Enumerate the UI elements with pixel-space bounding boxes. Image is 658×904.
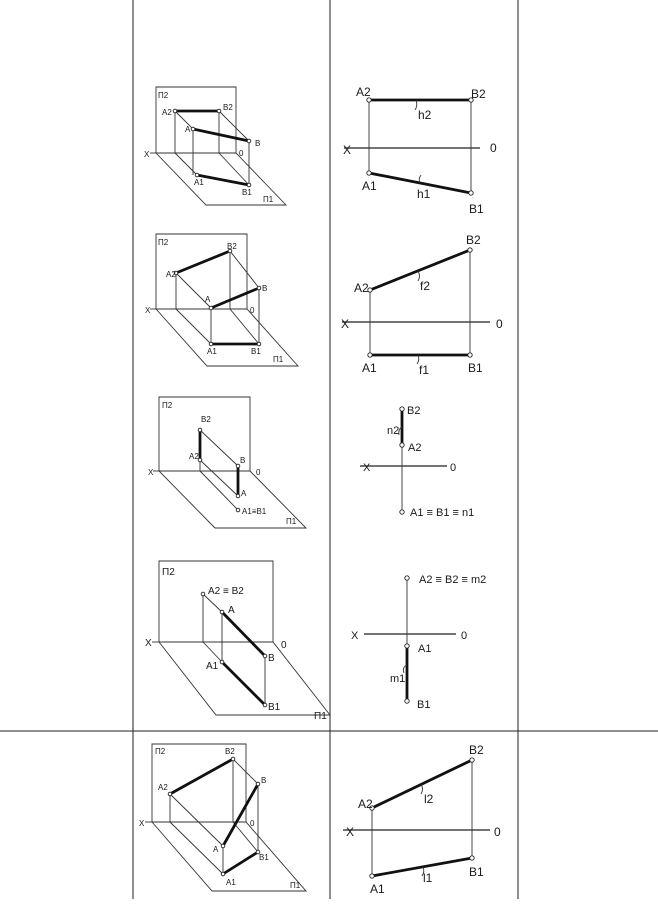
label: A xyxy=(228,605,235,616)
label: 0 xyxy=(490,141,497,155)
label: Π2 xyxy=(162,401,173,410)
label: B2 xyxy=(469,743,484,757)
label: h2 xyxy=(418,108,432,122)
iso-diagram-horizontal xyxy=(144,87,286,205)
label: B2 xyxy=(466,233,481,247)
label: B xyxy=(255,139,261,148)
label: Π1 xyxy=(290,881,301,890)
label: A2 xyxy=(356,85,371,99)
label: A1≡B1 xyxy=(242,507,267,516)
ortho-diagram-frontal xyxy=(341,233,503,377)
label: 0 xyxy=(496,317,503,331)
label: B xyxy=(262,284,268,293)
label: B2 xyxy=(201,415,211,424)
label: X xyxy=(148,468,154,477)
label: A2 xyxy=(166,270,176,279)
label: l2 xyxy=(424,792,434,806)
label: 0 xyxy=(461,630,468,642)
label: A1 xyxy=(226,878,236,887)
label: A1 xyxy=(207,347,217,356)
label: A xyxy=(205,295,211,304)
iso-diagram-m xyxy=(145,561,330,722)
label: A2 xyxy=(189,452,199,461)
label: X xyxy=(351,630,359,642)
iso-diagram-general xyxy=(139,744,306,891)
label: X xyxy=(144,150,150,159)
label: Π2 xyxy=(158,91,169,100)
label: A2 xyxy=(358,797,373,811)
label: Π2 xyxy=(158,238,169,247)
label: A1 xyxy=(362,179,377,193)
label: 0 xyxy=(250,306,255,315)
label: n2 xyxy=(387,425,400,437)
label: Π1 xyxy=(273,355,284,364)
label: A1 xyxy=(370,882,385,896)
label: B1 xyxy=(259,853,269,862)
label: X xyxy=(139,819,145,828)
label: X xyxy=(343,143,352,157)
label: A2 xyxy=(158,783,168,792)
label: A1 ≡ B1 ≡ n1 xyxy=(410,507,475,519)
ortho-diagram-n xyxy=(360,405,474,519)
label: A1 xyxy=(194,178,204,187)
label: h1 xyxy=(417,187,431,201)
label: B2 xyxy=(227,242,237,251)
ortho-diagram-horizontal xyxy=(343,85,497,216)
label: B2 xyxy=(407,405,421,417)
label: A2 xyxy=(354,281,369,295)
label: A xyxy=(185,125,191,134)
ortho-diagram-m xyxy=(351,574,486,711)
label: B1 xyxy=(268,702,281,713)
label: X xyxy=(363,462,371,474)
label: A1 xyxy=(362,361,377,375)
label: B2 xyxy=(471,87,486,101)
ortho-diagram-general xyxy=(343,743,501,896)
label: B1 xyxy=(469,865,484,879)
label: Π2 xyxy=(162,567,175,578)
label: A1 xyxy=(418,643,432,655)
label: l1 xyxy=(423,871,433,885)
label: X xyxy=(346,825,355,839)
label: A xyxy=(241,489,247,498)
label: 0 xyxy=(281,640,287,651)
label: 0 xyxy=(250,819,255,828)
label: A1 xyxy=(206,661,219,672)
label: Π1 xyxy=(314,711,327,722)
label: A2 xyxy=(162,108,172,117)
label: X xyxy=(145,638,152,649)
iso-diagram-n xyxy=(148,397,306,528)
iso-diagram-frontal xyxy=(145,234,298,366)
label: A2 ≡ B2 ≡ m2 xyxy=(419,574,487,586)
label: m1 xyxy=(390,673,406,685)
label: Π1 xyxy=(286,517,297,526)
label: B2 xyxy=(225,747,235,756)
label: B xyxy=(261,776,267,785)
label: B xyxy=(240,456,246,465)
label: f1 xyxy=(419,363,430,377)
label: A xyxy=(213,845,219,854)
label: 0 xyxy=(239,149,244,158)
label: 0 xyxy=(256,468,261,477)
label: A2 ≡ B2 xyxy=(208,586,244,597)
label: A2 xyxy=(408,442,422,454)
label: Π1 xyxy=(263,195,274,204)
label: B1 xyxy=(242,188,252,197)
label: B2 xyxy=(223,103,233,112)
label: X xyxy=(145,306,151,315)
label: B1 xyxy=(417,699,431,711)
label: Π2 xyxy=(155,747,166,756)
label: X xyxy=(341,317,350,331)
label: B xyxy=(268,653,275,664)
label: 0 xyxy=(494,825,501,839)
label: f2 xyxy=(420,279,431,293)
label: 0 xyxy=(450,462,457,474)
label: B1 xyxy=(469,202,484,216)
label: B1 xyxy=(468,361,483,375)
label: B1 xyxy=(251,347,261,356)
